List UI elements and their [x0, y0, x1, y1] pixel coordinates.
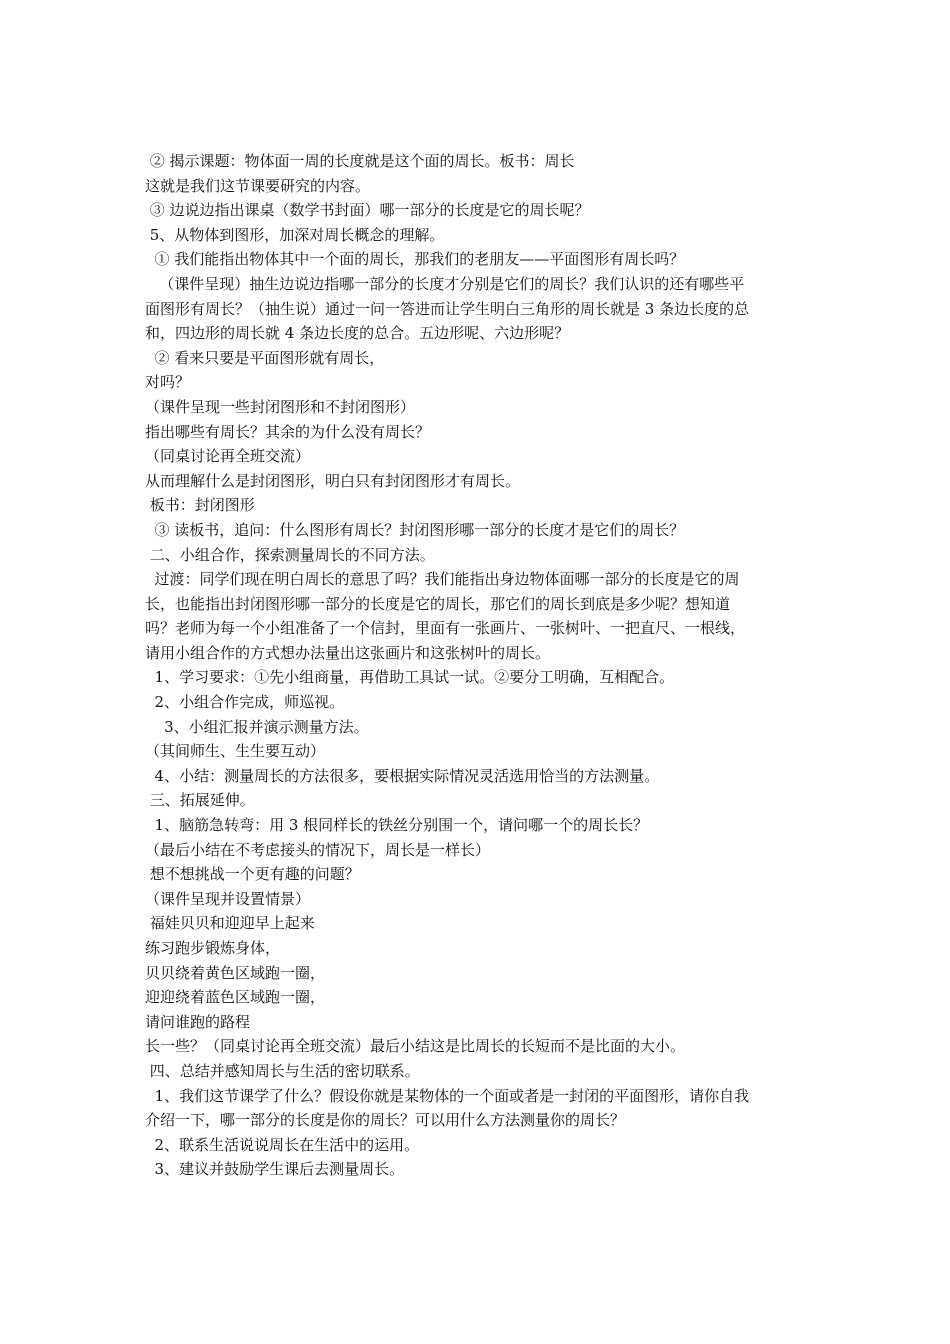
text-line: 和，四边形的周长就 4 条边长度的总合。五边形呢、六边形呢？ [145, 324, 570, 343]
text-line: （课件呈现并设置情景） [145, 889, 311, 908]
text-line: （其间师生、生生要互动） [145, 742, 326, 761]
text-line: 板书：封闭图形 [145, 496, 255, 515]
text-line: 福娃贝贝和迎迎早上起来 [145, 914, 315, 933]
text-line: 想不想挑战一个更有趣的问题？ [145, 865, 360, 884]
text-line: ② 看来只要是平面图形就有周长， [145, 348, 385, 367]
text-line: 吗？老师为每一个小组准备了一个信封，里面有一张画片、一张树叶、一把直尺、一根线， [145, 619, 746, 638]
text-line: 练习跑步锻炼身体， [145, 939, 281, 957]
text-line: 过渡：同学们现在明白周长的意思了吗？我们能指出身边物体面哪一部分的长度是它的周 [145, 570, 740, 589]
text-line: 从而理解什么是封闭图形，明白只有封闭图形才有周长。 [145, 471, 521, 490]
text-line: 四、总结并感知周长与生活的密切联系。 [145, 1061, 420, 1080]
text-line: 这就是我们这节课要研究的内容。 [145, 176, 371, 195]
text-line: 贝贝绕着黄色区域跑一圈， [145, 963, 326, 982]
text-line: 对吗？ [145, 373, 191, 392]
text-line: 二、小组合作，探索测量周长的不同方法。 [145, 545, 435, 564]
text-line: 1、脑筋急转弯：用 3 根同样长的铁丝分别围一个，请问哪一个的周长长？ [145, 816, 649, 835]
text-line: 1、我们这节课学了什么？假设你就是某物体的一个面或者是一封闭的平面图形，请你自我 [145, 1086, 750, 1105]
document-body [145, 149, 815, 1182]
text-line: （最后小结在不考虑接头的情况下，周长是一样长） [145, 840, 491, 859]
text-line: 长一些？（同桌讨论再全班交流）最后小结这是比周长的长短而不是比面的大小。 [145, 1037, 686, 1056]
text-line: 1、学习要求：①先小组商量，再借助工具试一试。②要分工明确，互相配合。 [145, 668, 675, 687]
text-line: ① 我们能指出物体其中一个面的周长，那我们的老朋友——平面图形有周长吗？ [145, 250, 685, 269]
text-line: 2、联系生活说说周长在生活中的运用。 [145, 1135, 420, 1154]
text-line: 长，也能指出封闭图形哪一部分的长度是它的周长，那它们的周长到底是多少呢？想知道 [145, 594, 731, 613]
text-line: （课件呈现）抽生边说边指哪一部分的长度才分别是它们的周长？我们认识的还有哪些平 [145, 274, 745, 293]
text-line: 介绍一下，哪一部分的长度是你的周长？可以用什么方法测量你的周长？ [145, 1111, 626, 1130]
text-line: 4、小结：测量周长的方法很多，要根据实际情况灵活选用恰当的方法测量。 [145, 766, 660, 785]
text-line: 三、拓展延伸。 [145, 791, 255, 810]
text-line: 3、建议并鼓励学生课后去测量周长。 [145, 1160, 405, 1179]
text-line: （同桌讨论再全班交流） [145, 447, 311, 466]
text-line: 5、从物体到图形，加深对周长概念的理解。 [145, 225, 445, 244]
text-line: 2、小组合作完成，师巡视。 [145, 693, 345, 712]
text-line: 3、小组汇报并演示测量方法。 [145, 717, 369, 736]
text-line: 指出哪些有周长？其余的为什么没有周长？ [145, 422, 431, 441]
text-line: ③ 读板书，追问：什么图形有周长？封闭图形哪一部分的长度才是它们的周长？ [145, 520, 685, 539]
text-line: 面图形有周长？（抽生说）通过一问一答进而让学生明白三角形的周长就是 3 条边长度的总 [145, 299, 750, 318]
text-line: 迎迎绕着蓝色区域跑一圈， [145, 988, 326, 1007]
text-line: ② 揭示课题：物体面一周的长度就是这个面的周长。板书：周长 [145, 152, 575, 170]
text-line: ③ 边说边指出课桌（数学书封面）哪一部分的长度是它的周长呢？ [145, 201, 590, 220]
text-line: 请用小组合作的方式想办法量出这张画片和这张树叶的周长。 [145, 643, 551, 662]
text-line: （课件呈现一些封闭图形和不封闭图形） [145, 397, 416, 416]
text-line: 请问谁跑的路程 [145, 1012, 251, 1031]
